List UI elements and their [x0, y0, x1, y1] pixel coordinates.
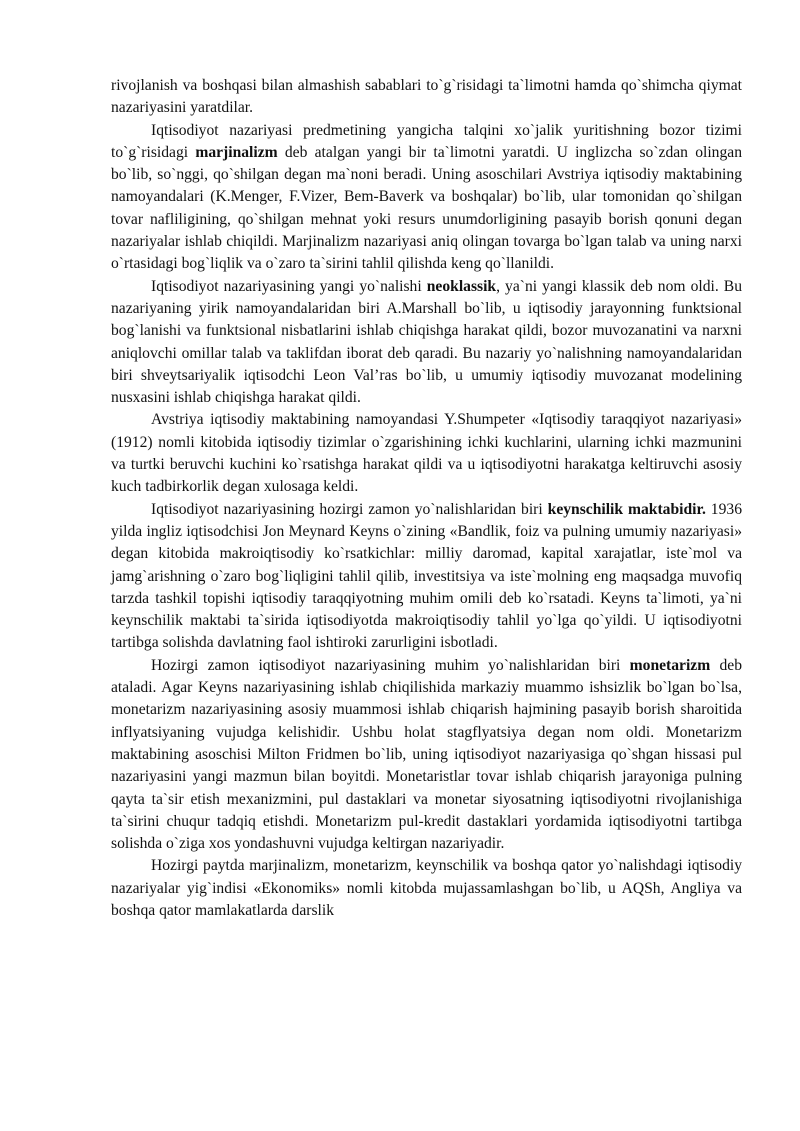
text-run: rivojlanish va boshqasi bilan almashish sabablari to`g`risidagi ta`limotni hamda qo`shimcha qiymat nazariyasini yaratdilar.: [111, 77, 742, 117]
text-run: deb ataladi. Agar Keyns nazariyasining ishlab chiqilishida markaziy muammo ishsizlik bo`lgan bo`lsa, monetarizm nazariyasining asosiy muammosi ishlab chiqarish hajmining pasayib borish sharoitida inflyatsiyaning vujudga kelishidir. Ushbu holat stagflyatsiya degan nom oldi. Monetarizm maktabining asoschisi Milton Fridmen bo`lib, uning iqtisodiyot nazariyasiga qo`shgan hissasi pul nazariyasini yangi mazmun bilan boyitdi. Monetaristlar tovar ishlab chiqarish jarayoniga pulning qayta ta`sir etish mexanizmini, pul dastaklari va monetar siyosatning iqtisodiyotni rivojlanishiga ta`sirini chuqur tadqiq etishdi. Monetarizm pul-kredit dastaklari yordamida iqtisodiyotni tartibga solishda o`ziga xos yondashuvni vujudga keltirgan nazariyadir.: [111, 656, 742, 853]
text-run: Hozirgi paytda marjinalizm, monetarizm, keynschilik va boshqa qator yo`nalishdagi iqtisodiy nazariyalar yig`indisi «Ekonomiks» nomli kitobda mujassamlashgan bo`lib, u AQSh, Angliya va boshqa qator mamlakatlarda darslik: [111, 857, 742, 919]
term-monetarizm: monetarizm: [629, 656, 711, 674]
text-run: , ya`ni yangi klassik deb nom oldi. Bu nazariyaning yirik namoyandalaridan biri A.Marshall bo`lib, u iqtisodiy jarayonning funktsional bog`lanishi va funktsional nisbatlarini ishlab chiqishga harakat qildi, bozor muvozanatini va narxni aniqlovchi omillar talab va taklifdan iborat deb qaradi. Bu nazariy yo`nalishning namoyandalaridan biri shveytsariyalik iqtisodchi Leon Val’ras bo`lib, u umumiy iqtisodiy muvozanat modelining nusxasini ishlab chiqishga harakat qildi.: [111, 277, 742, 407]
text-run: Iqtisodiyot nazariyasining hozirgi zamon yo`nalishlaridan biri: [151, 500, 548, 518]
paragraph-shumpeter: [111, 409, 742, 498]
paragraph-keynschilik: [111, 499, 742, 655]
paragraph-ekonomiks: [111, 855, 742, 922]
term-neoklassik: neoklassik: [426, 277, 497, 295]
term-marjinalizm: marjinalizm: [195, 143, 278, 161]
document-page: [111, 75, 742, 922]
text-run: Iqtisodiyot nazariyasining yangi yo`nalishi: [151, 277, 427, 295]
paragraph-continuation: [111, 75, 742, 120]
paragraph-neoklassik: [111, 276, 742, 410]
paragraph-marjinalizm: [111, 120, 742, 276]
paragraph-monetarizm: [111, 655, 742, 856]
text-run: deb atalgan yangi bir ta`limotni yaratdi. U inglizcha so`zdan olingan bo`lib, so`nggi, qo`shilgan degan ma`noni beradi. Uning asoschilari Avstriya iqtisodiy maktabining namoyandalari (K.Menger, F.Vizer, Bem-Baverk va boshqalar) bo`lib, ular tomonidan qo`shilgan tovar nafliligining, qo`shilgan mehnat yoki resurs unumdorligining pasayib borish qonuni degan nazariyalar ishlab chiqildi. Marjinalizm nazariyasi aniq olingan tovarga bo`lgan talab va uning narxi o`rtasidagi bog`liqlik va o`zaro ta`sirini tahlil qilishda keng qo`llanildi.: [111, 143, 742, 273]
text-run: 1936 yilda ingliz iqtisodchisi Jon Meynard Keyns o`zining «Bandlik, foiz va pulning umumiy nazariyasi» degan kitobida makroiqtisodiy ko`rsatkichlar: milliy daromad, kapital xarajatlar, iste`mol va jamg`arishning o`zaro bog`liqligini tahlil qilib, investitsiya va iste`molning eng maqsadga muvofiq tarzda tashkil topishi iqtisodiy taraqqiyotning muhim omili deb ko`rsatadi. Keyns ta`limoti, ya`ni keynschilik maktabi ta`sirida iqtisodiyotda makroiqtisodiy tahlil yo`lga qo`yildi. U iqtisodiyotni tartibga solishda davlatning faol ishtiroki zarurligini isbotladi.: [111, 500, 742, 652]
text-run: Hozirgi zamon iqtisodiyot nazariyasining muhim yo`nalishlaridan biri: [151, 656, 630, 674]
term-keynschilik: keynschilik maktabidir.: [547, 500, 706, 518]
text-run: Avstriya iqtisodiy maktabining namoyandasi Y.Shumpeter «Iqtisodiy taraqqiyot nazariyasi» (1912) nomli kitobida iqtisodiy tizimlar o`zgarishining ichki kuchlarini, ularning ichki mazmunini va turtki beruvchi kuchini ko`rsatishga harakat qildi va u iqtisodiyotni harakatga keltiruvchi asosiy kuch tadbirkorlik degan xulosaga keldi.: [111, 411, 742, 496]
text-run: Iqtisodiyot nazariyasi predmetining yangicha talqini xo`jalik yuritishning bozor tizimi to`g`risidagi: [111, 121, 742, 161]
